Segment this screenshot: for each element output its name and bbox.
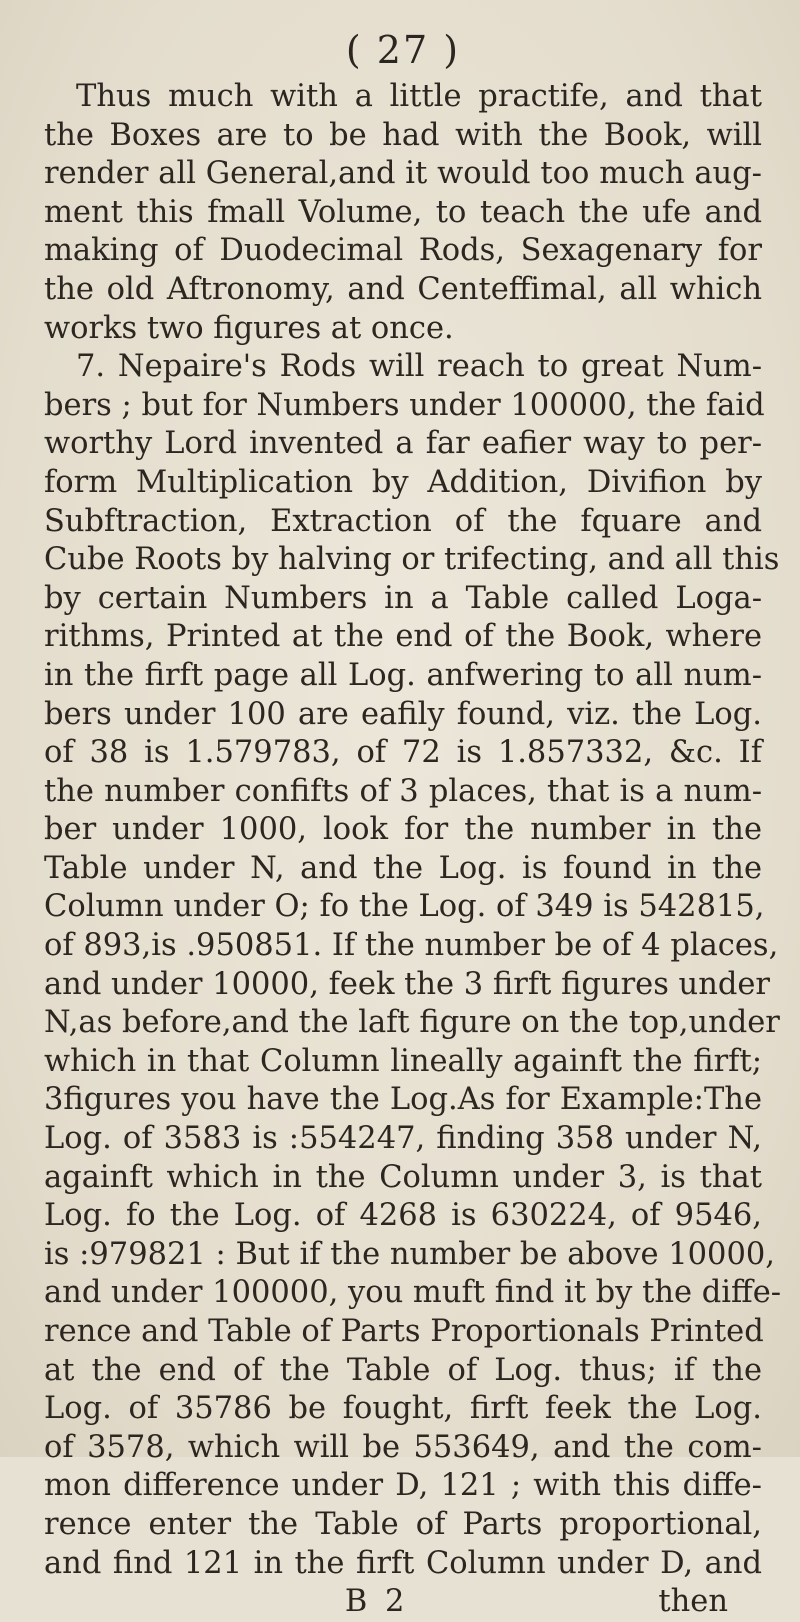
text-line: Log. of 3583 is :554247, finding 358 under N, [44, 1121, 762, 1157]
page-number: ( 27 ) [345, 28, 461, 72]
text-line: of 3578, which will be 553649, and the com- [44, 1429, 762, 1465]
text-line: in the firft page all Log. anfwering to all num- [44, 657, 762, 693]
text-line: Cube Roots by halving or trifecting, and all this [44, 542, 780, 578]
body-text [44, 78, 782, 1583]
text-line: at the end of the Table of Log. thus; if the [44, 1352, 762, 1388]
text-line: form Multiplication by Addition, Divifion by [44, 464, 762, 500]
text-line: works two figures at once. [44, 310, 454, 346]
text-line: render all General,and it would too much aug- [44, 156, 762, 192]
text-line: mon difference under D, 121 ; with this diffe- [44, 1468, 762, 1504]
catchword: then [658, 1584, 728, 1620]
text-line: of 893,is .950851. If the number be of 4 places, [44, 928, 779, 964]
text-line: Log. of 35786 be fought, firft feek the Log. [44, 1391, 762, 1427]
text-line: Subftraction, Extraction of the fquare and [44, 503, 762, 539]
text-line: making of Duodecimal Rods, Sexagenary for [44, 233, 762, 269]
text-line: the Boxes are to be had with the Book, will [44, 117, 762, 153]
text-line: the number confifts of 3 places, that is a num- [44, 773, 762, 809]
signature-mark: B 2 [344, 1584, 409, 1620]
text-line: and under 100000, you muft find it by the diffe- [44, 1275, 782, 1311]
text-line: N,as before,and the laft figure on the top,under [44, 1005, 780, 1041]
text-line: and under 10000, feek the 3 firft figures under [44, 966, 770, 1002]
text-line: Thus much with a little practife, and that [76, 79, 762, 114]
text-line: of 38 is 1.579783, of 72 is 1.857332, &c. If [44, 735, 762, 771]
text-line: worthy Lord invented a far eafier way to per- [44, 426, 762, 462]
text-line: Table under N, and the Log. is found in the [44, 850, 762, 886]
text-line: ment this fmall Volume, to teach the ufe and [44, 194, 762, 230]
text-line: rithms, Printed at the end of the Book, where [44, 619, 762, 655]
text-line: rence and Table of Parts Proportionals Printed [44, 1314, 764, 1349]
text-line: is :979821 : But if the number be above 10000, [44, 1236, 775, 1272]
text-line: and find 121 in the firft Column under D, and [44, 1545, 762, 1581]
text-line: Log. fo the Log. of 4268 is 630224, of 9546, [44, 1198, 762, 1234]
text-line: which in that Column lineally againft the firft; [44, 1043, 762, 1079]
text-line: ber under 1000, look for the number in the [44, 812, 762, 848]
text-line: bers ; but for Numbers under 100000, the faid [44, 387, 765, 423]
page-footer [44, 1583, 762, 1622]
text-line: the old Aftronomy, and Centeffimal, all which [44, 271, 762, 307]
text-line: againft which in the Column under 3, is that [44, 1159, 762, 1195]
text-line: by certain Numbers in a Table called Loga- [44, 580, 762, 616]
text-line: 3figures you have the Log.As for Example:The [44, 1082, 762, 1118]
text-line: rence enter the Table of Parts proportional, [44, 1506, 762, 1542]
text-line: 7. Nepaire's Rods will reach to great Num- [76, 349, 762, 385]
text-line: Column under O; fo the Log. of 349 is 542815, [44, 889, 765, 925]
text-line: bers under 100 are eafily found, viz. the Log. [44, 696, 762, 732]
